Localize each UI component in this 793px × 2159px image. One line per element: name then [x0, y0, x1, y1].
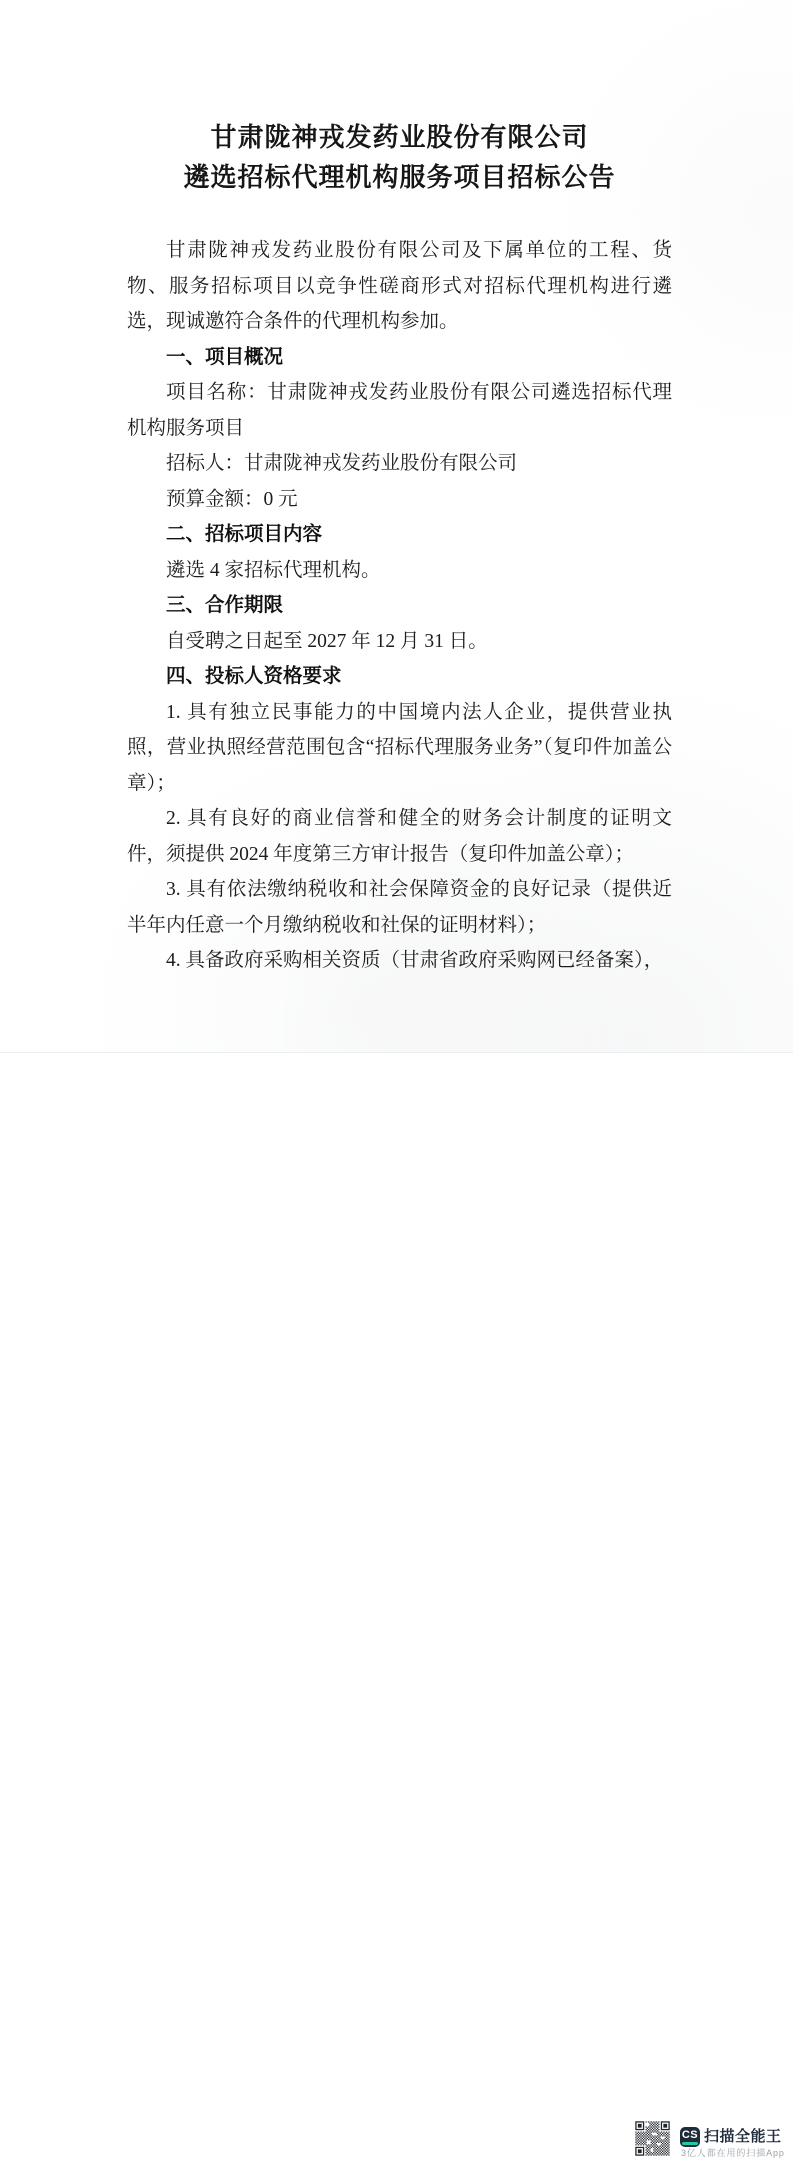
paragraph: 甘肃陇神戎发药业股份有限公司及下属单位的工程、货物、服务招标项目以竞争性磋商形式对招标代理机构进行遴选，现诚邀符合条件的代理机构参加。	[127, 240, 672, 332]
paragraph: 一、项目概况	[166, 346, 284, 368]
qr-code	[634, 2120, 671, 2157]
paragraph: 招标人：甘肃陇神戎发药业股份有限公司	[166, 453, 518, 474]
paragraph: 项目名称：甘肃陇神戎发药业股份有限公司遴选招标代理机构服务项目	[127, 382, 672, 439]
paragraph: 3. 具有依法缴纳税收和社会保障资金的良好记录（提供近半年内任意一个月缴纳税收和社保的证明材料）；	[127, 879, 672, 936]
camscanner-watermark-bar	[0, 1052, 793, 2158]
camscanner-logo-letters: CS	[681, 2129, 699, 2141]
scan-area	[0, 0, 793, 1052]
paragraph: 自受聘之日起至 2027 年 12 月 31 日。	[166, 630, 488, 652]
paragraph: 预算金额：0 元	[166, 488, 298, 510]
paragraph: 4. 具备政府采购相关资质（甘肃省政府采购网已经备案），	[166, 950, 664, 971]
paragraph: 1. 具有独立民事能力的中国境内法人企业，提供营业执照，营业执照经营范围包含“招标代理服务业务”（复印件加盖公章）；	[127, 701, 672, 794]
paragraph: 三、合作期限	[166, 595, 284, 616]
paragraph: 2. 具有良好的商业信誉和健全的财务会计制度的证明文件，须提供 2024 年度第三方审计报告（复印件加盖公章）；	[127, 808, 672, 865]
document-title-line-2: 遴选招标代理机构服务项目招标公告	[183, 163, 616, 192]
brand-tagline: 3亿人都在用的扫描App	[681, 2148, 785, 2158]
paragraph: 四、投标人资格要求	[166, 666, 342, 687]
brand-name: 扫描全能王	[704, 2128, 782, 2145]
paragraph: 二、招标项目内容	[166, 524, 323, 545]
document-content	[127, 233, 672, 979]
camscanner-logo-accent	[682, 2142, 698, 2146]
document-body	[127, 118, 672, 979]
camscanner-logo	[680, 2127, 700, 2147]
paragraph: 遴选 4 家招标代理机构。	[166, 559, 381, 581]
document-title-line-1: 甘肃陇神戎发药业股份有限公司	[210, 123, 589, 152]
